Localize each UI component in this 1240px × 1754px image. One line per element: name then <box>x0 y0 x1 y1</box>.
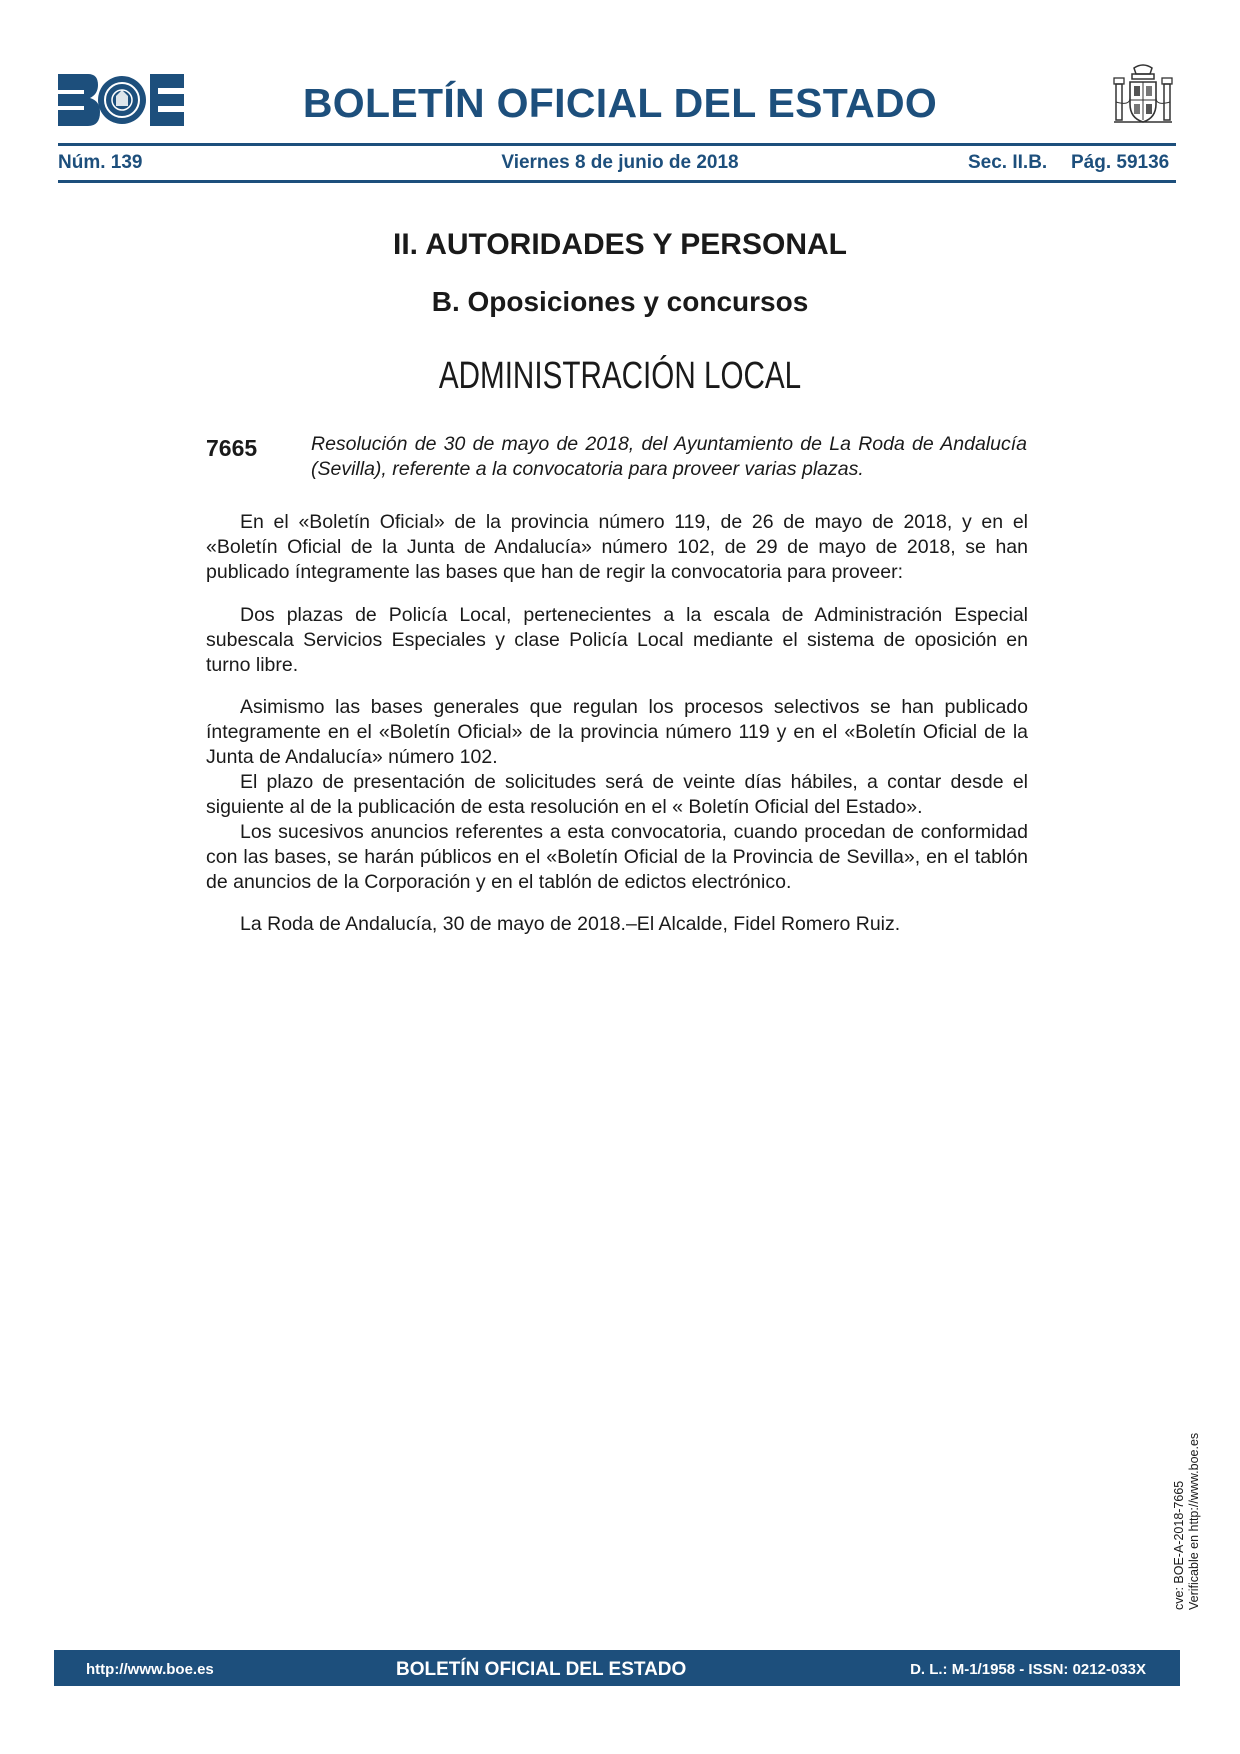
footer-title: BOLETÍN OFICIAL DEL ESTADO <box>396 1659 687 1680</box>
paragraph-2-text: Dos plazas de Policía Local, pertenecientes a la escala de Administración Especial subescala Servicios Especiales y clase Policía Local mediante el sistema de oposición en turno libre. <box>206 604 1028 676</box>
footer-bar <box>54 1650 1180 1686</box>
paragraph-5-text: Los sucesivos anuncios referentes a esta convocatoria, cuando procedan de conformidad con las bases, se harán públicos en el «Boletín Oficial de la Provincia de Sevilla», en el tablón de anuncios de la Corporación y en el tablón de edictos electrónico. <box>206 821 1028 893</box>
cve-side-text <box>1172 1432 1201 1620</box>
paragraph-4 <box>206 770 1028 820</box>
header-rule-top <box>58 143 1176 146</box>
section-subtitle: B. Oposiciones y concursos <box>431 286 809 317</box>
signature-text: La Roda de Andalucía, 30 de mayo de 2018.–El Alcalde, Fidel Romero Ruiz. <box>240 913 901 935</box>
entry-number: 7665 <box>206 435 258 461</box>
header-rule-bottom <box>58 180 1176 183</box>
paragraph-1 <box>206 510 1028 585</box>
category-heading: ADMINISTRACIÓN LOCAL <box>438 355 802 397</box>
footer-legal: D. L.: M-1/1958 - ISSN: 0212-033X <box>910 1661 1146 1678</box>
page-number: Pág. 59136 <box>1071 152 1170 173</box>
paragraph-3 <box>206 695 1028 770</box>
boe-logo <box>58 74 184 126</box>
paragraph-4-text: El plazo de presentación de solicitudes será de veinte días hábiles, a contar desde el siguiente al de la publicación de esta resolución en el « Boletín Oficial del Estado». <box>206 771 1028 818</box>
signature <box>206 912 1028 937</box>
section-code: Sec. II.B. <box>968 152 1048 173</box>
issue-number: Núm. 139 <box>58 152 143 173</box>
paragraph-5 <box>206 820 1028 895</box>
issue-date: Viernes 8 de junio de 2018 <box>501 152 739 173</box>
paragraph-2 <box>206 603 1028 678</box>
coat-of-arms-icon <box>1112 62 1174 130</box>
paragraph-1-text: En el «Boletín Oficial» de la provincia número 119, de 26 de mayo de 2018, y en el «Boletín Oficial de la Junta de Andalucía» número 102, de 29 de mayo de 2018, se han publicado íntegramente las bases que han de regir la convocatoria para proveer: <box>206 511 1028 583</box>
entry-title: Resolución de 30 de mayo de 2018, del Ayuntamiento de La Roda de Andalucía (Sevilla), referente a la convocatoria para proveer varias plazas. <box>311 433 1027 480</box>
paragraph-3-text: Asimismo las bases generales que regulan los procesos selectivos se han publicado íntegramente en el «Boletín Oficial» de la provincia número 119 y en el «Boletín Oficial de la Junta de Andalucía» número 102. <box>206 696 1028 768</box>
section-title: II. AUTORIDADES Y PERSONAL <box>393 228 847 261</box>
masthead-title: BOLETÍN OFICIAL DEL ESTADO <box>302 80 938 126</box>
verification-link[interactable]: Verificable en http://www.boe.es <box>1187 1432 1201 1610</box>
footer-url-link[interactable]: http://www.boe.es <box>86 1661 214 1678</box>
cve-code: cve: BOE-A-2018-7665 <box>1172 1480 1186 1610</box>
